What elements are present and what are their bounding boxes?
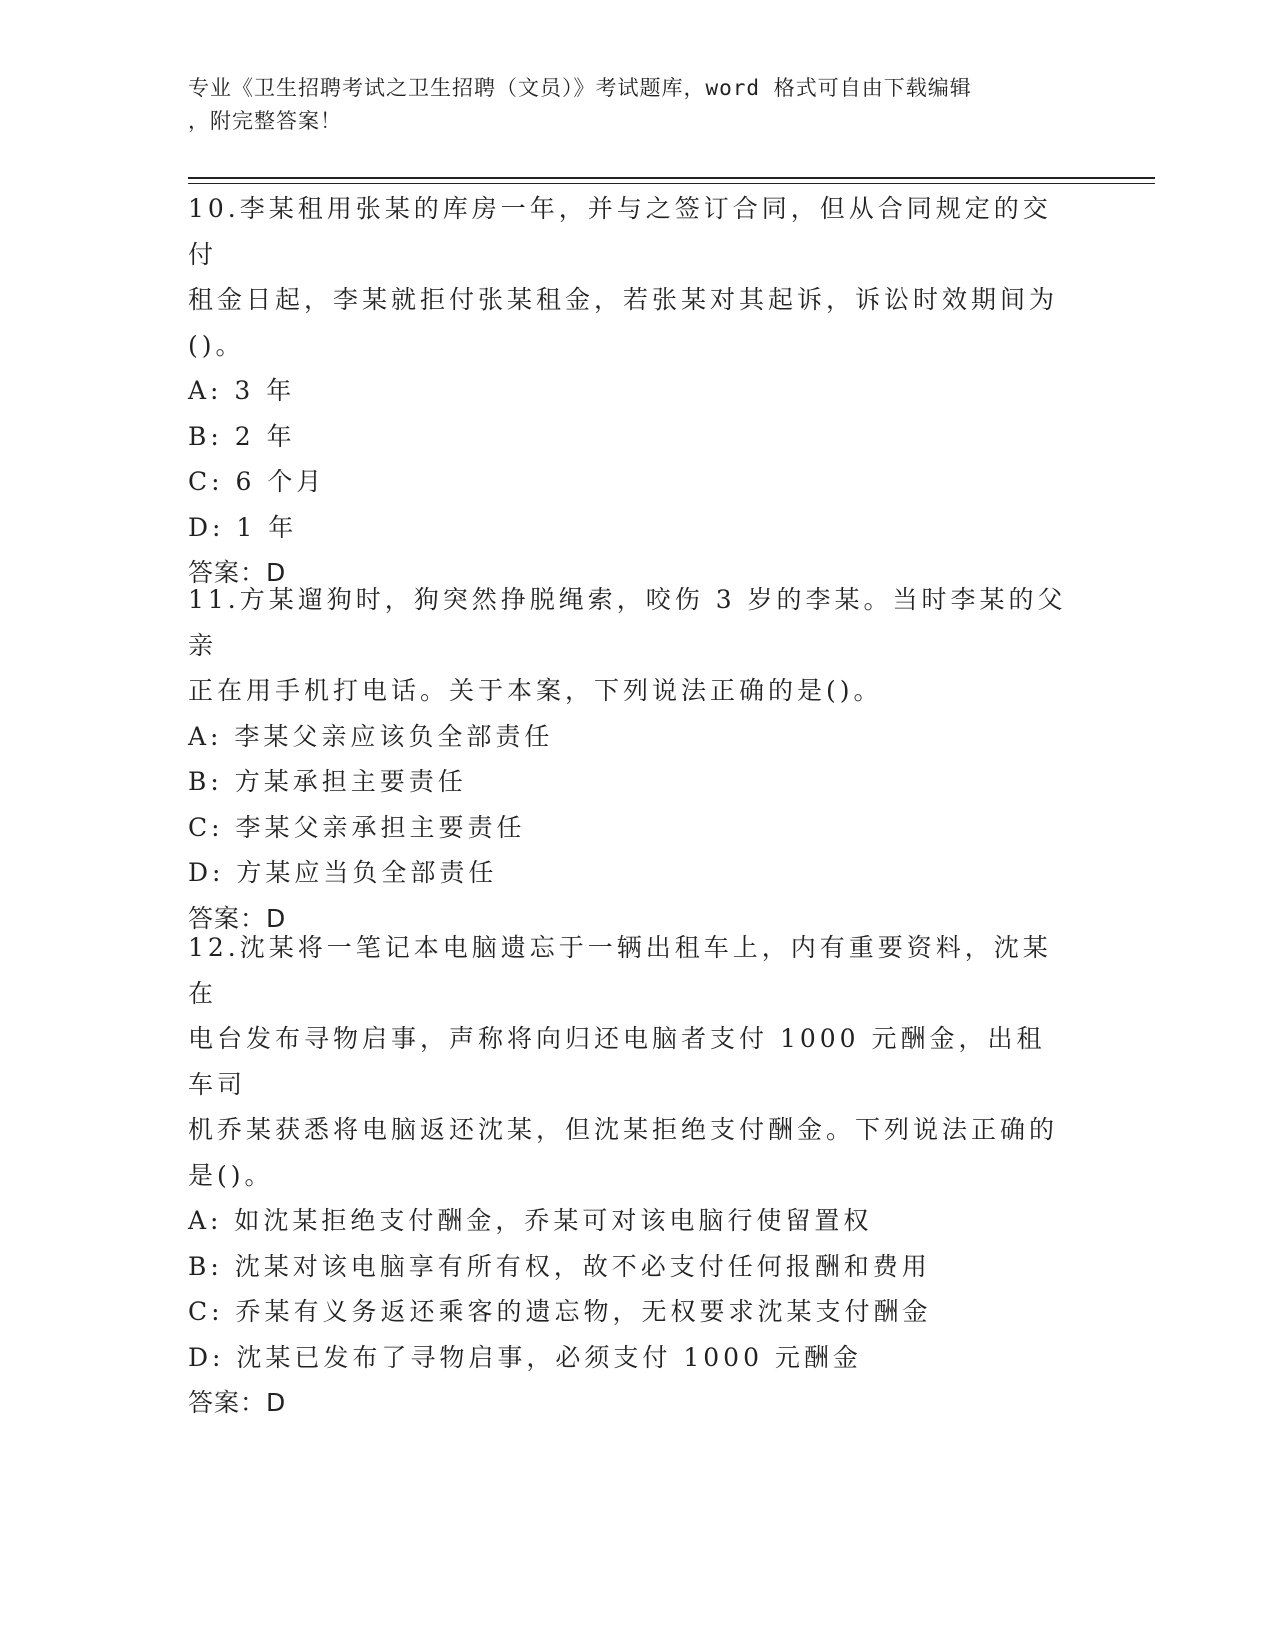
document-header [188, 72, 1068, 138]
question-10 [188, 186, 1088, 596]
option-c: C: 李某父亲承担主要责任 [188, 812, 526, 842]
question-11 [188, 577, 1088, 941]
question-line: 12.沈某将一笔记本电脑遗忘于一辆出租车上，内有重要资料，沈某在 [188, 933, 1052, 1008]
header-line-2: ，附完整答案！ [188, 109, 342, 133]
answer-label: 答案：D [188, 903, 287, 933]
header-line-1: 专业《卫生招聘考试之卫生招聘（文员）》考试题库，word 格式可自由下载编辑 [188, 76, 972, 100]
question-line: 正在用手机打电话。关于本案，下列说法正确的是()。 [188, 676, 883, 705]
question-line: 机乔某获悉将电脑返还沈某，但沈某拒绝支付酬金。下列说法正确的 [188, 1115, 1059, 1144]
option-d: D: 方某应当负全部责任 [188, 858, 498, 887]
answer-label: 答案：D [188, 558, 287, 587]
question-12 [188, 925, 1088, 1426]
option-d: D: 沈某已发布了寻物启事，必须支付 1000 元酬金 [188, 1342, 862, 1372]
option-a: A: 李某父亲应该负全部责任 [188, 721, 554, 751]
header-rule-thin [188, 183, 1155, 184]
question-line: 电台发布寻物启事，声称将向归还电脑者支付 1000 元酬金，出租车司 [188, 1024, 1046, 1099]
question-line: 11.方某遛狗时，狗突然挣脱绳索，咬伤 3 岁的李某。当时李某的父亲 [188, 585, 1067, 660]
question-line: 是()。 [188, 1160, 274, 1190]
option-b: B: 2 年 [188, 421, 296, 451]
question-text [188, 186, 1068, 368]
option-a: A: 如沈某拒绝支付酬金，乔某可对该电脑行使留置权 [188, 1206, 873, 1235]
question-line: 租金日起，李某就拒付张某租金，若张某对其起诉，诉讼时效期间为 [188, 285, 1059, 314]
option-c: C: 6 个月 [188, 467, 326, 496]
question-text [188, 925, 1068, 1198]
question-line: ()。 [188, 330, 245, 360]
option-a: A: 3 年 [188, 376, 296, 405]
option-c: C: 乔某有义务返还乘客的遗忘物，无权要求沈某支付酬金 [188, 1297, 932, 1326]
option-b: B: 方某承担主要责任 [188, 767, 467, 796]
question-line: 10.李某租用张某的库房一年，并与之签订合同，但从合同规定的交付 [188, 194, 1052, 269]
question-text [188, 577, 1068, 714]
header-rule-thick [188, 177, 1155, 179]
option-d: D: 1 年 [188, 512, 298, 542]
answer-label: 答案：D [188, 1388, 287, 1417]
option-b: B: 沈某对该电脑享有所有权，故不必支付任何报酬和费用 [188, 1251, 931, 1281]
